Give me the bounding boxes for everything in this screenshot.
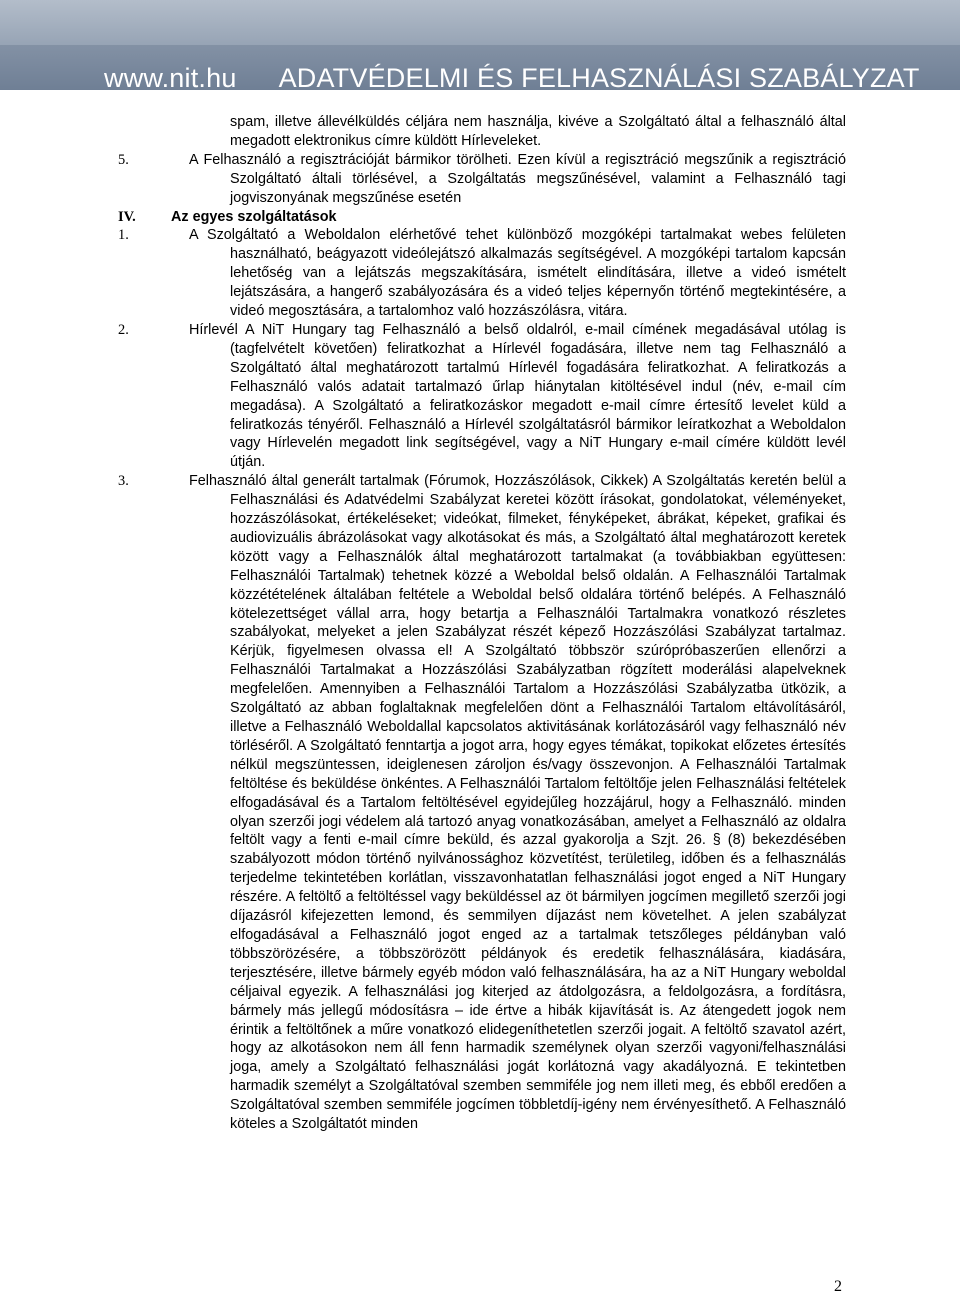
list-item-1 [118,226,846,321]
item-number: 3. [118,473,129,490]
page-header [0,0,960,90]
page-number: 2 [834,1278,842,1295]
item-text: Felhasználó által generált tartalmak (Fórumok, Hozzászólások, Cikkek) A Szolgáltatás keretén belül a Felhasználási és Adatvédelmi Szabályzat keretei között írásokat, gondolatokat, véleményeket, hozzászólásokat, értékeléseket; videókat, filmeket, fényképeket, ábrákat, képeket, grafikai és audiovizuális ábrázolásokat vagy alkotásokat és más, a Szolgáltató által meghatározott keretek között vagy a Felhasználók által meghatározott tartalmakat (a továbbiakban együttesen: Felhasználói Tartalmak) tehetnek közzé a Weboldal belső oldalán. A Felhasználói Tartalmak közzétételének általában feltétele a Weboldal belső oldalára történő belépés. A Felhasználó kötelezettséget vállal arra, hogy betartja a Felhasználói Tartalmakra vonatkozó részletes szabályokat, melyeket a jelen Szabályzat részét képező Hozzászólási Szabályzat tartalmaz. Kérjük, figyelmesen olvassa el! A Szolgáltató többször szúrópróbaszerűen ellenőrzi a Felhasználói Tartalmakat a Hozzászólási Szabályzatban rögzített moderálási alapelveknek megfelelően. Amennyiben a Felhasználói Tartalom a Hozzászólási Szabályzatba ütközik, a Szolgáltató az abban foglaltaknak megfelelően dönt a Felhasználói Tartalom eltávolításáról, illetve a Felhasználó Weboldallal kapcsolatos aktivitásának korlátozásáról vagy felhasználó név törléséről. A Szolgáltató fenntartja a jogot arra, hogy egyes témákat, topikokat előzetes értesítés nélkül megszüntessen, ideiglenesen zároljon és/vagy összevonjon. A Felhasználói Tartalmak feltöltése és beküldése önkéntes. A Felhasználói Tartalom feltöltője jelen Felhasználási feltételek elfogadásával és a Tartalom feltöltésével egyidejűleg hozzájárul, hogy a Felhasználó. minden olyan szerzői jogi védelem alá tartozó anyag vonatkozásában, amelyet a Felhasználó az oldalra feltölt vagy a fenti e-mail címre beküld, és azzal gyakorolja a Szjt. 26. § (8) bekezdésében szabályozott módon történő nyilvánossághoz közvetítést, területileg, időben és a felhasználás terjedelme tekintetében korlátlan, visszavonhatatlan felhasználási jogot enged a NiT Hungary részére. A feltöltő a feltöltéssel vagy beküldéssel az öt bármilyen jogcímen megillető szerzői jogi díjazásról kifejezetten lemond, és semmilyen díjazást nem követelhet. A jelen szabályzat elfogadásával a Felhasználó jogot enged az a tartalmak tetszőleges példányban való többszörözésére, a többszörözött példányok és eredetik felhasználására, kiadására, terjesztésére, illetve bármely egyéb módon való felhasználására, ha az a NiT Hungary weboldal céljaival egyezik. A felhasználási jog kiterjed az átdolgozásra, a feldolgozásra, a fordításra, bármely más jellegű módosításra – ide értve a hibák kijavítását is. Az átengedett jogok nem érintik a feltöltőnek a műre vonatkozó elidegeníthetetlen szerzői jogait. A feltöltő szavatol azért, hogy az alkotásokon nem áll fenn harmadik személynek olyan szerzői vagyoni/felhasználási joga, amely a Szolgáltató felhasználási jogát korlátozná vagy akadályozná. E tekintetben harmadik személyt a Szolgáltatóval szemben semmiféle jog nem illeti meg, és ebből eredően a Szolgáltatóval szemben semmiféle jogcímen többletdíj-igény nem érvényesíthető. A Felhasználó köteles a Szolgáltatót minden [189,473,846,1133]
header-site: www.nit.hu [104,63,237,90]
continuation-paragraph: spam, illetve állevélküldés céljára nem használja, kivéve a Szolgáltató által a felhasználó által megadott elektronikus címre küldött Hírleveleket. [230,114,846,149]
list-item-2 [118,321,846,472]
list-item-3 [118,472,846,1134]
section-heading [118,208,846,227]
item-text: A Felhasználó a regisztrációját bármikor törölheti. Ezen kívül a regisztráció megszűnik a regisztráció Szolgáltató általi törlésével, a Szolgáltatás megszűnésével, valamint a Felhasználó tagi jogviszonyának megszűnése esetén [189,151,846,206]
item-text: A Szolgáltató a Weboldalon elérhetővé tehet különböző mozgóképi tartalmakat webes felületen használható, beágyazott videólejátszó alkalmazás segítségével. A mozgóképi tartalom kapcsán lehetőség van a lejátszás megszakítására, ismételt elindítására, illetve a videó ismételt lejátszására, a hangerő szabályozására és a videó teljes képernyőn történő megtekintésére, a videó megosztására, a tartalomhoz való hozzászólásra, vitára. [189,227,846,320]
item-number: 1. [118,227,129,244]
header-text [104,63,920,90]
document-body [118,113,846,1134]
item-number: 5. [118,151,129,168]
header-title: ADATVÉDELMI ÉS FELHASZNÁLÁSI SZABÁLYZAT [278,63,920,90]
list-item-5 [118,151,846,208]
item-number: 2. [118,321,129,338]
section-number: IV. [118,208,136,225]
header-band [0,0,960,45]
section-title: Az egyes szolgáltatások [171,208,337,225]
item-text: Hírlevél A NiT Hungary tag Felhasználó a belső oldalról, e-mail címének megadásával utólag is (tagfelvételt követően) feliratkozhat a Hírlevél fogadására, illetve nem tag Felhasználó a Szolgáltató által meghatározott tartalmú Hírlevél fogadására feliratkozhat. A feliratkozás a Felhasználó valós adatait tartalmazó űrlap hiánytalan kitöltésével indul (név, e-mail cím megadása). A Szolgáltató a feliratkozáskor megadott e-mail címre értesítő levelet küld a feliratkozás tényéről. Felhasználó a Hírlevél szolgáltatásról bármikor leíratkozhat a Weboldalon vagy Hírlevelén megadott link segítségével, vagy a NiT Hungary e-mail címére küldött levél útján. [189,321,846,471]
